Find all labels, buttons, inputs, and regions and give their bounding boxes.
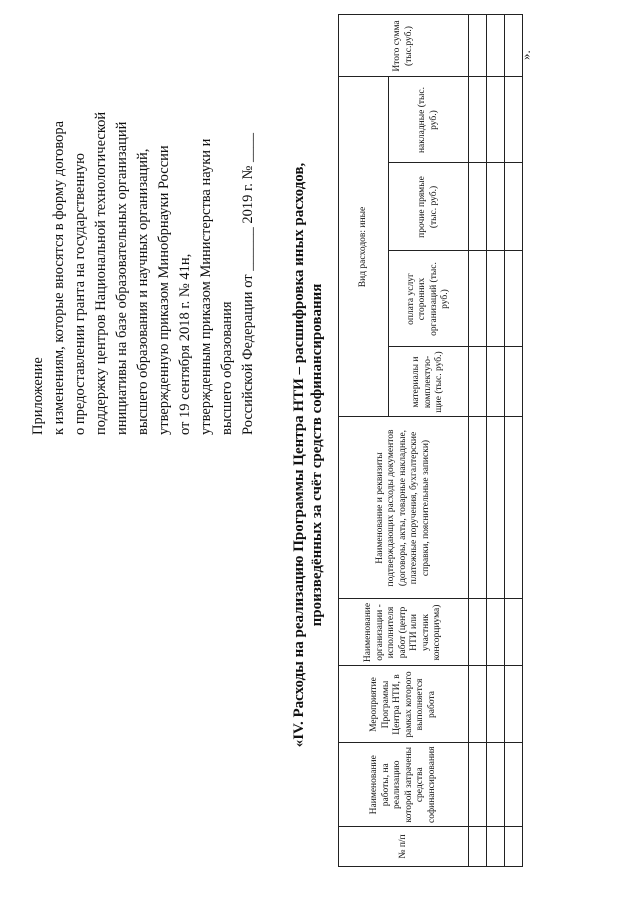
appendix-line: высшего образования [219,301,235,435]
closing-quote: ». [518,50,533,60]
table-cell[interactable] [487,827,505,867]
table-cell[interactable] [505,15,523,77]
table-cell[interactable] [469,827,487,867]
appendix-line: о предоставлении гранта на государственную [72,153,88,435]
table-cell[interactable] [487,417,505,599]
table-cell[interactable] [505,347,523,417]
table-cell[interactable] [505,666,523,743]
appendix-line: поддержку центров Национальной технологической [93,111,109,435]
header-num: № п/п [339,827,469,867]
appendix-line: Приложение [30,357,46,435]
table-cell[interactable] [505,417,523,599]
table-cell[interactable] [505,77,523,163]
appendix-line: высшего образования и научных организаций, [135,148,151,435]
table-cell[interactable] [487,743,505,827]
table-cell[interactable] [487,15,505,77]
appendix-line: Российской Федерации от ______ 2019 г. № ____ [240,133,256,435]
heading-line-1: «IV. Расходы на реализацию Программы Центра НТИ – расшифровка иных расходов, [291,162,307,748]
header-materials: материалы и комплектую-щие (тыс. руб.) [389,347,469,417]
table-cell[interactable] [487,163,505,251]
header-services: оплата услуг сторонних организаций (тыс. руб.) [389,251,469,347]
appendix-line: инициативы на базе образовательных организаций [114,121,130,435]
header-direct: прочие прямые (тыс. руб.) [389,163,469,251]
header-event: Мероприятие Программы Центра НТИ, в рамках которого выполняется работа [339,666,469,743]
header-total: Итого сумма (тыс.руб.) [339,15,469,77]
appendix-block [28,35,259,435]
header-docs: Наименование и реквизиты подтверждающих расходы документов (договоры, акты, товарные накладные, платежные поручения, бухгалтерские справки, пояснительные записки) [339,417,469,599]
header-overhead: накладные (тыс. руб.) [389,77,469,163]
table-cell[interactable] [469,666,487,743]
table-cell[interactable] [505,251,523,347]
table-cell[interactable] [505,827,523,867]
section-heading [290,45,326,865]
appendix-line: от 19 сентября 2018 г. № 41н, [177,253,193,435]
table-cell[interactable] [469,599,487,666]
table-row [505,15,523,867]
header-org: Наименование организации - исполнителя работ (центр НТИ или участник консорциума) [339,599,469,666]
table-cell[interactable] [487,77,505,163]
table-cell[interactable] [487,666,505,743]
table-cell[interactable] [469,417,487,599]
header-expense-type: Вид расходов: иные [339,77,389,417]
appendix-line: к изменениям, которые вносятся в форму договора [51,120,67,435]
table-cell[interactable] [487,251,505,347]
table-cell[interactable] [469,77,487,163]
table-cell[interactable] [505,163,523,251]
table-cell[interactable] [469,163,487,251]
heading-line-2: произведённых за счёт средств софинансирования [309,283,325,627]
table-cell[interactable] [469,15,487,77]
table-cell[interactable] [505,599,523,666]
appendix-line: утвержденную приказом Минобрнауки России [156,145,172,435]
table-cell[interactable] [487,347,505,417]
table-cell[interactable] [505,743,523,827]
table-cell[interactable] [469,743,487,827]
header-work: Наименование работы, на реализацию которой затрачены средства софинансирования [339,743,469,827]
table-cell[interactable] [469,347,487,417]
table-row [469,15,487,867]
expenses-table [338,15,523,868]
table-cell[interactable] [469,251,487,347]
table-row [487,15,505,867]
appendix-line: утвержденным приказом Министерства науки и [198,138,214,435]
table-cell[interactable] [487,599,505,666]
